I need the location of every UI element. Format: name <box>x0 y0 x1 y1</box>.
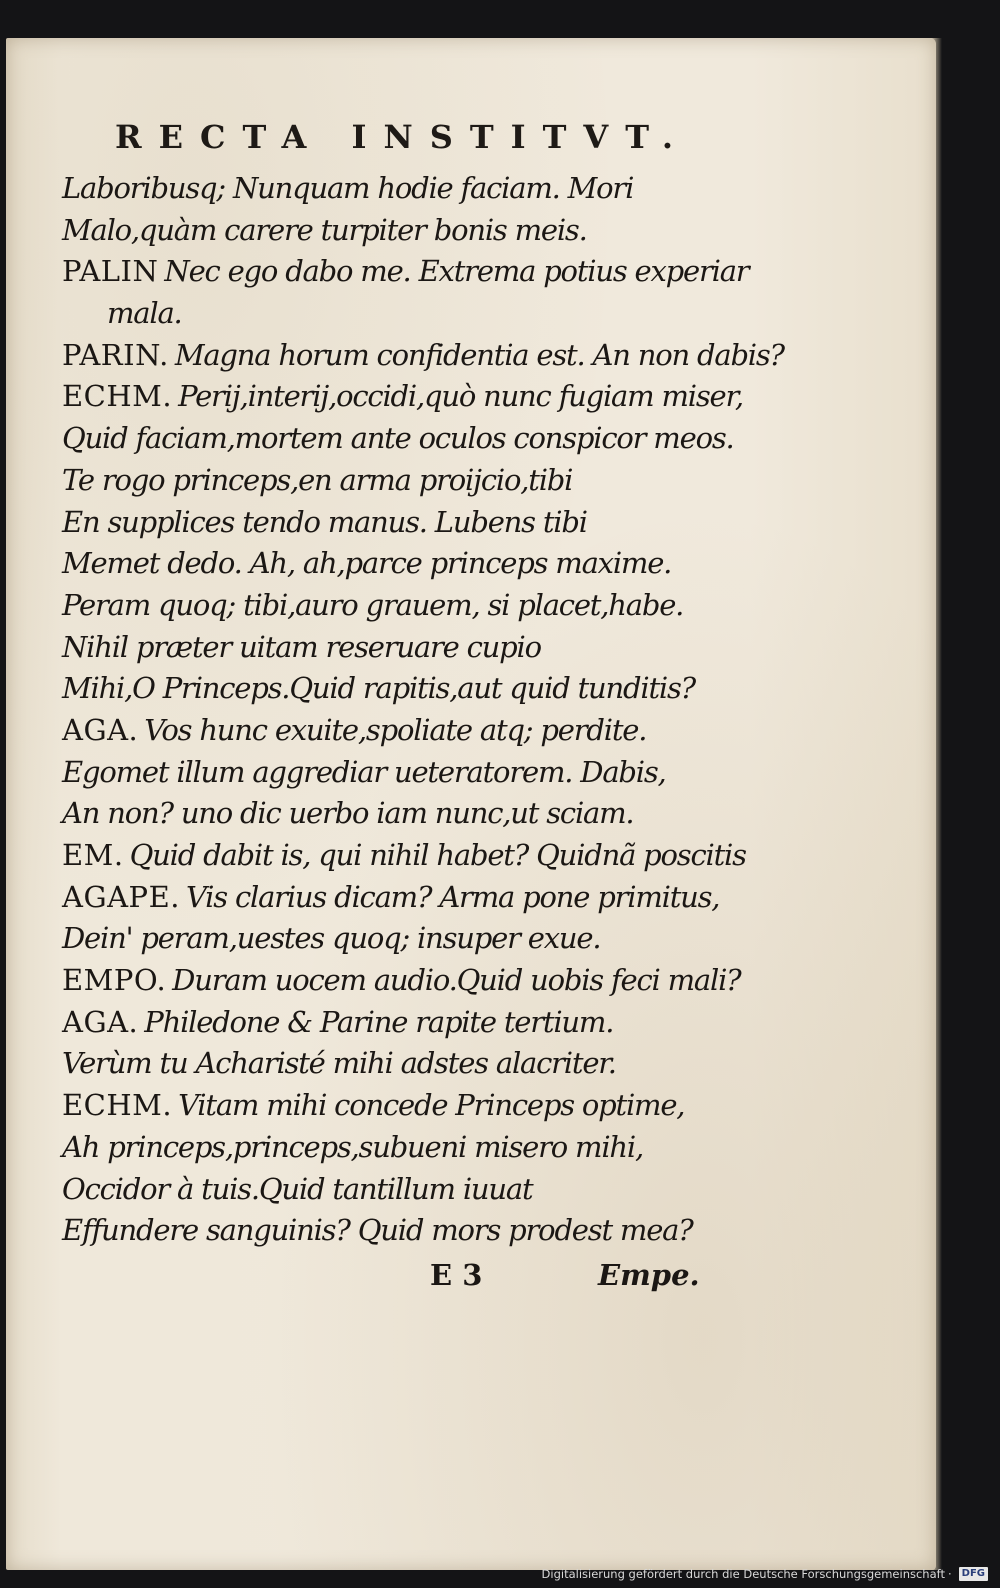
text-line <box>62 418 752 460</box>
line-text: Vitam mihi concede Princeps optime, <box>178 1088 685 1123</box>
text-line <box>62 460 752 502</box>
signature-mark: E 3 <box>430 1258 483 1292</box>
line-text: Quid dabit is, qui nihil habet? Quidnã poscitis <box>129 838 746 872</box>
line-text: Ah princeps,princeps,subueni misero mihi, <box>62 1129 643 1164</box>
speaker-label: PALIN <box>62 254 159 289</box>
speaker-label: AGA. <box>62 712 139 747</box>
text-line <box>62 877 752 919</box>
speaker-label: AGA. <box>62 1004 139 1039</box>
line-text: Peram quoq; tibi,auro grauem, si placet,habe. <box>62 587 684 622</box>
text-line <box>62 1210 752 1252</box>
line-text: Perij,interij,occidi,quò nunc fugiam miser, <box>178 379 743 414</box>
text-line <box>62 793 752 835</box>
text-line <box>62 502 752 544</box>
speaker-label: ECHM. <box>62 379 173 414</box>
text-line <box>62 752 752 794</box>
text-line <box>62 1043 752 1085</box>
text-line <box>62 585 752 627</box>
text-line <box>62 543 752 585</box>
line-text: Te rogo princeps,en arma proijcio,tibi <box>62 462 573 497</box>
speaker-label: EM. <box>62 838 124 872</box>
text-line <box>62 627 752 669</box>
line-text: Nec ego dabo me. Extrema potius experiar <box>164 254 749 289</box>
text-line <box>62 210 752 252</box>
speaker-label: ECHM. <box>62 1088 173 1123</box>
line-text: An non? uno dic uerbo iam nunc,ut sciam. <box>62 796 634 831</box>
text-line <box>62 1169 752 1211</box>
line-text: Effundere sanguinis? Quid mors prodest mea? <box>62 1213 693 1248</box>
text-line <box>62 251 752 293</box>
line-text: Occidor à tuis.Quid tantillum iuuat <box>62 1171 533 1206</box>
line-text: Philedone & Parine rapite tertium. <box>144 1004 614 1039</box>
dfg-logo: DFG <box>959 1567 988 1581</box>
text-line <box>62 835 752 877</box>
line-text: Vis clarius dicam? Arma pone primitus, <box>185 879 720 914</box>
text-line <box>62 168 752 210</box>
text-line <box>62 960 752 1002</box>
text-line <box>62 1127 752 1169</box>
text-line <box>62 1002 752 1044</box>
dfg-credit-text: Digitalisierung gefördert durch die Deutsche Forschungsgemeinschaft <box>541 1567 945 1581</box>
line-text: Laboribusq; Nunquam hodie faciam. Mori <box>62 171 634 205</box>
catchword: Empe. <box>598 1258 700 1292</box>
line-text: mala. <box>107 296 182 331</box>
line-text: Memet dedo. Ah, ah,parce princeps maxime. <box>62 546 672 581</box>
text-line <box>62 668 752 710</box>
text-line <box>62 335 784 377</box>
line-text: Quid faciam,mortem ante oculos conspicor meos. <box>62 421 734 456</box>
speaker-label: PARIN. <box>62 337 169 372</box>
text-line <box>62 710 752 752</box>
running-head: RECTA INSTITVT. <box>115 118 691 156</box>
line-text: Mihi,O Princeps.Quid rapitis,aut quid tunditis? <box>62 671 696 706</box>
line-text: Egomet illum aggrediar ueteratorem. Dabis, <box>62 754 666 789</box>
line-text: Verùm tu Acharisté mihi adstes alacriter. <box>62 1046 616 1081</box>
text-line <box>62 918 752 960</box>
dfg-credit-bar: Digitalisierung gefördert durch die Deutsche Forschungsgemeinschaft · DFG <box>542 1566 988 1582</box>
line-text: Dein' peram,uestes quoq; insuper exue. <box>62 921 601 956</box>
line-text: Malo,quàm carere turpiter bonis meis. <box>62 212 587 247</box>
text-line <box>62 1085 752 1127</box>
verse-text-block <box>62 168 784 1252</box>
line-text: Magna horum confidentia est. An non dabis? <box>174 337 784 372</box>
line-text: Vos hunc exuite,spoliate atq; perdite. <box>144 712 647 747</box>
line-text: Nihil præter uitam reseruare cupio <box>62 629 541 664</box>
line-text: En supplices tendo manus. Lubens tibi <box>62 504 587 539</box>
line-text: Duram uocem audio.Quid uobis feci mali? <box>172 963 741 998</box>
text-line <box>62 376 752 418</box>
text-line <box>62 293 752 335</box>
speaker-label: EMPO. <box>62 963 167 998</box>
speaker-label: AGAPE. <box>62 879 180 914</box>
